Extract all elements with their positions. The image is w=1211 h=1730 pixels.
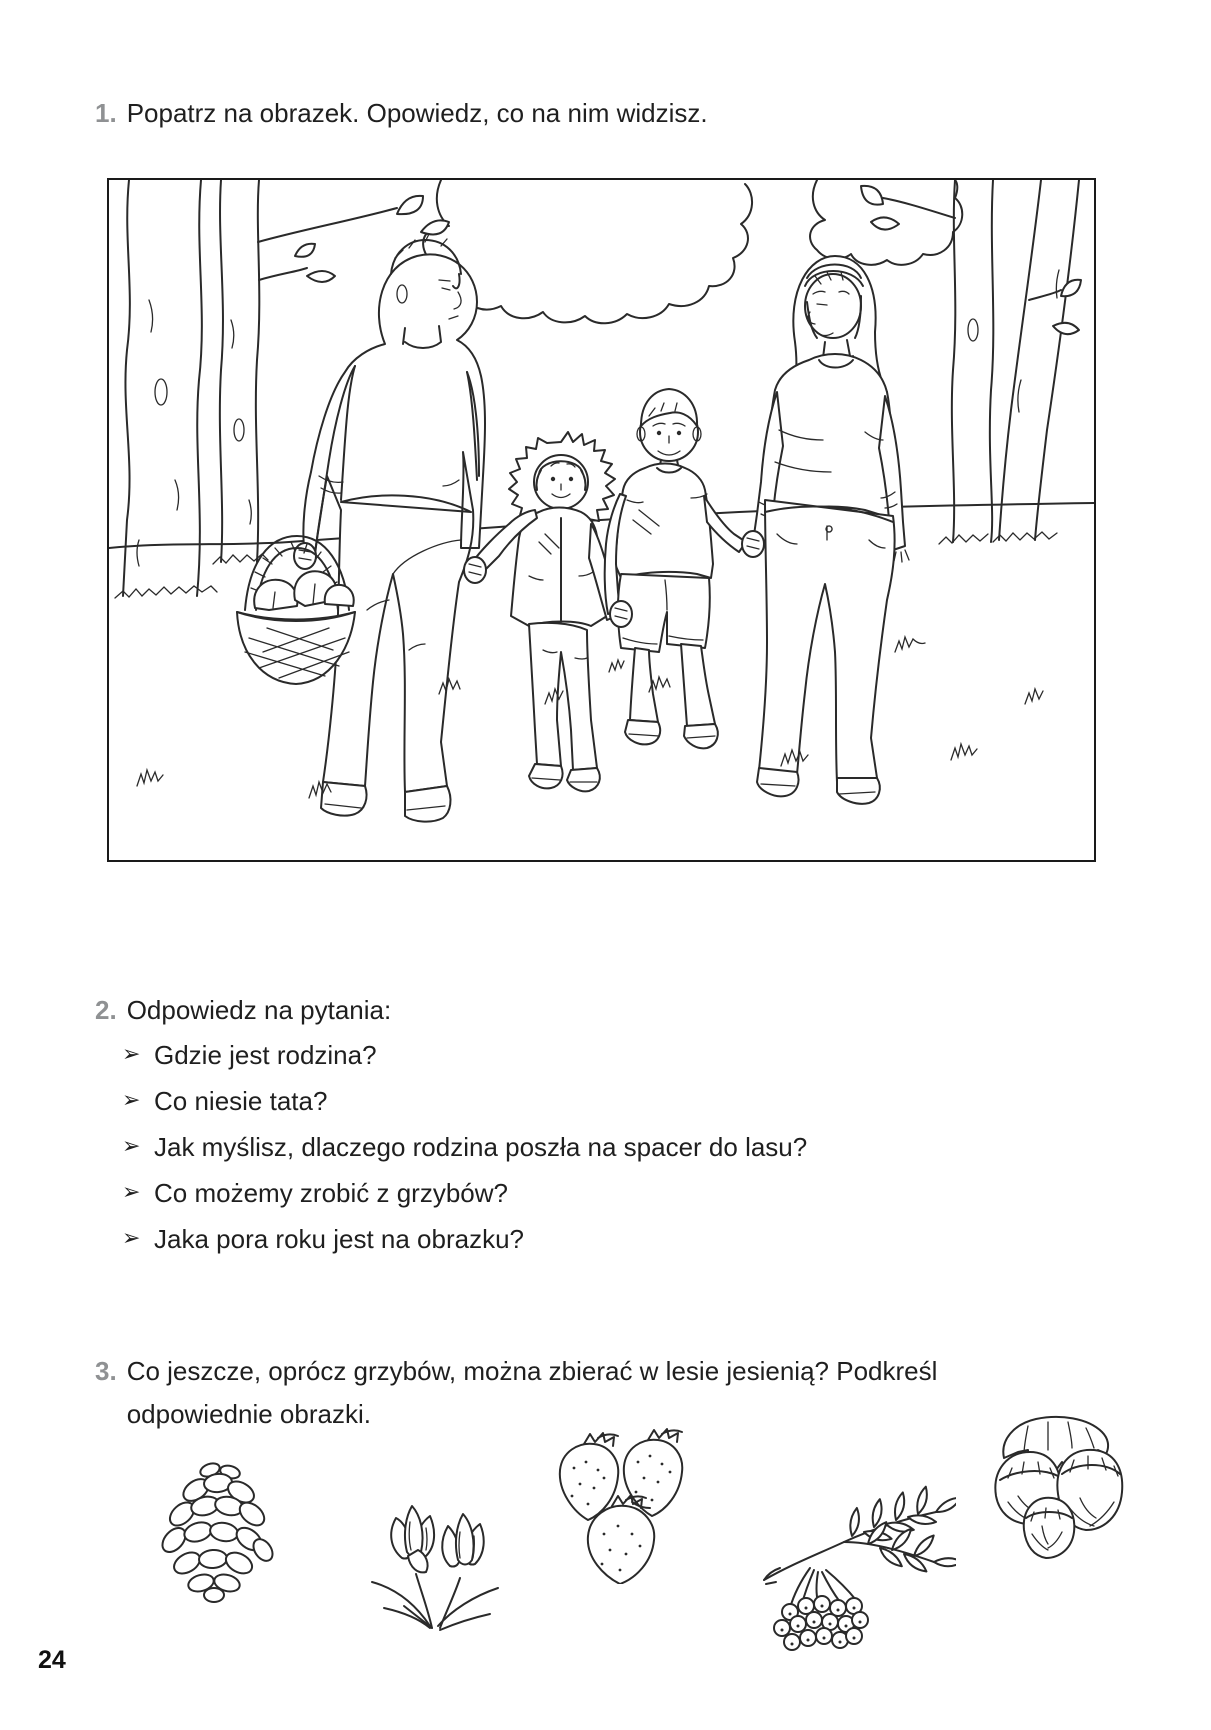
task1-line xyxy=(95,96,708,130)
question-list xyxy=(122,1039,807,1269)
question-text: Gdzie jest rodzina? xyxy=(154,1040,377,1070)
family-forest-illustration xyxy=(107,178,1096,862)
question-item xyxy=(122,1131,807,1165)
hazelnuts-icon xyxy=(968,1410,1124,1565)
boy-figure xyxy=(605,389,746,748)
task1-number: 1. xyxy=(95,98,117,128)
task3-line2: odpowiednie obrazki. xyxy=(126,1399,371,1429)
task2-heading-text: Odpowiedz na pytania: xyxy=(126,995,392,1025)
question-text: Jak myślisz, dlaczego rodzina poszła na spacer do lasu? xyxy=(154,1132,808,1162)
mother-figure xyxy=(742,256,909,804)
question-item xyxy=(122,1039,807,1073)
arrow-bullet-icon: ➢ xyxy=(122,1088,141,1113)
task3-text xyxy=(127,1350,938,1436)
girl-figure xyxy=(464,432,621,791)
question-item xyxy=(122,1177,807,1211)
strawberries-icon xyxy=(546,1426,696,1589)
crocus-flowers-icon xyxy=(356,1486,506,1643)
task3-line1: Co jeszcze, oprócz grzybów, można zbierać w lesie jesienią? Podkreśl xyxy=(126,1356,938,1386)
page-number: 24 xyxy=(38,1646,66,1674)
question-text: Jaka pora roku jest na obrazku? xyxy=(154,1224,524,1254)
arrow-bullet-icon: ➢ xyxy=(122,1042,141,1067)
arrow-bullet-icon: ➢ xyxy=(122,1180,141,1205)
family-walk-drawing xyxy=(109,180,1094,860)
pine-cone-icon xyxy=(148,1452,286,1609)
task3-number: 3. xyxy=(95,1356,117,1386)
task2-heading xyxy=(95,993,391,1027)
arrow-bullet-icon: ➢ xyxy=(122,1226,141,1251)
question-item xyxy=(122,1223,807,1257)
question-item xyxy=(122,1085,807,1119)
question-text: Co niesie tata? xyxy=(154,1086,328,1116)
rowan-berries-icon xyxy=(748,1484,956,1669)
question-text: Co możemy zrobić z grzybów? xyxy=(154,1178,508,1208)
task2-number: 2. xyxy=(95,995,117,1025)
arrow-bullet-icon: ➢ xyxy=(122,1134,141,1159)
task1-text: Popatrz na obrazek. Opowiedz, co na nim widzisz. xyxy=(126,98,708,128)
father-figure xyxy=(294,234,485,822)
task3-block xyxy=(95,1350,937,1436)
